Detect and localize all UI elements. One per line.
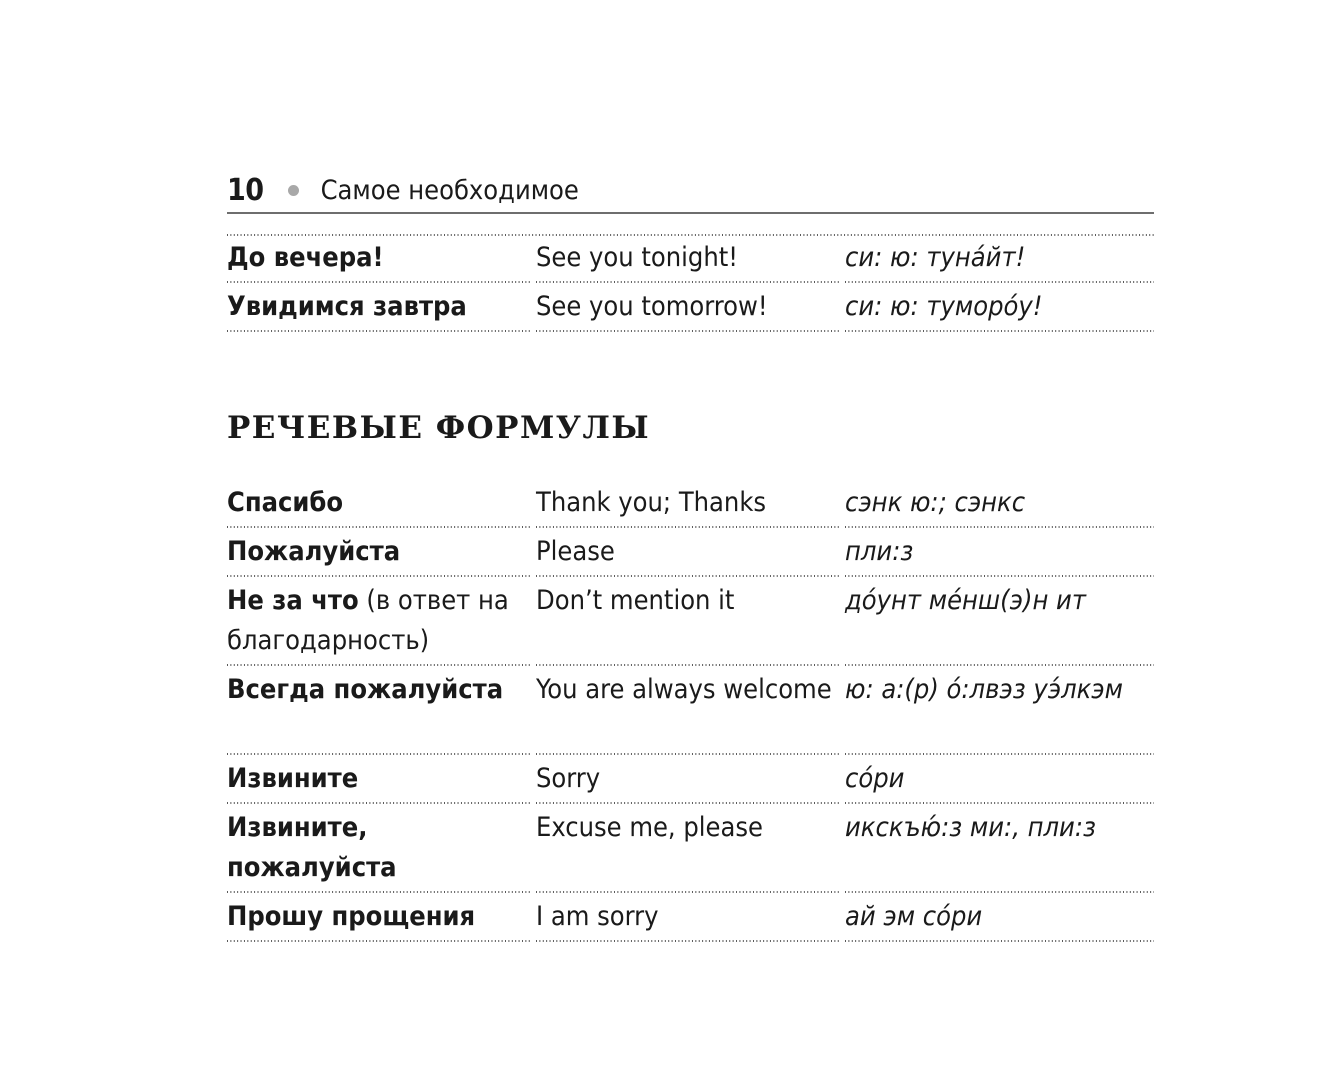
table-row xyxy=(227,528,1154,577)
book-page xyxy=(227,0,1154,1080)
pronunciation: сэнк ю:; сэнкс xyxy=(845,479,1154,528)
table-row xyxy=(227,283,1154,332)
table-row xyxy=(227,755,1154,804)
pronunciation: си: ю: туна́йт! xyxy=(845,234,1154,283)
russian-phrase: Пожалуйста xyxy=(227,528,530,577)
page-number: 10 xyxy=(227,172,264,208)
table-row xyxy=(227,893,1154,942)
chapter-title: Самое необходимое xyxy=(320,174,579,206)
pronunciation: ай эм со́ри xyxy=(845,893,1154,942)
table-row xyxy=(227,804,1154,893)
english-phrase: See you tomorrow! xyxy=(536,283,839,332)
english-phrase: Sorry xyxy=(536,755,839,804)
phrase-table xyxy=(227,479,1154,942)
russian-phrase: Не за что (в ответ на благодарность) xyxy=(227,577,530,666)
english-phrase: See you tonight! xyxy=(536,234,839,283)
pronunciation: до́унт ме́нш(э)н ит xyxy=(845,577,1154,666)
russian-phrase: Всегда пожалуйста xyxy=(227,666,530,755)
table-row xyxy=(227,666,1154,755)
running-head xyxy=(227,168,1154,214)
table-row xyxy=(227,234,1154,283)
bullet-icon xyxy=(288,185,299,196)
pronunciation: пли:з xyxy=(845,528,1154,577)
pronunciation: ю: а:(р) о́:лвэз уэ́лкэм xyxy=(845,666,1154,755)
russian-phrase: Прошу прощения xyxy=(227,893,530,942)
english-phrase: You are always welcome xyxy=(536,666,839,755)
table-row xyxy=(227,577,1154,666)
russian-phrase: Спасибо xyxy=(227,479,530,528)
pronunciation: икскъю́:з ми:, пли:з xyxy=(845,804,1154,893)
section-heading: РЕЧЕВЫЕ ФОРМУЛЫ xyxy=(227,410,651,446)
english-phrase: I am sorry xyxy=(536,893,839,942)
english-phrase: Don’t mention it xyxy=(536,577,839,666)
pronunciation: со́ри xyxy=(845,755,1154,804)
english-phrase: Excuse me, please xyxy=(536,804,839,893)
english-phrase: Thank you; Thanks xyxy=(536,479,839,528)
russian-phrase: До вечера! xyxy=(227,234,530,283)
top-phrase-table xyxy=(227,234,1154,332)
pronunciation: си: ю: туморо́у! xyxy=(845,283,1154,332)
russian-phrase: Извините xyxy=(227,755,530,804)
russian-phrase: Увидимся завтра xyxy=(227,283,530,332)
russian-phrase: Извините, пожалуйста xyxy=(227,804,530,893)
english-phrase: Please xyxy=(536,528,839,577)
table-row xyxy=(227,479,1154,528)
